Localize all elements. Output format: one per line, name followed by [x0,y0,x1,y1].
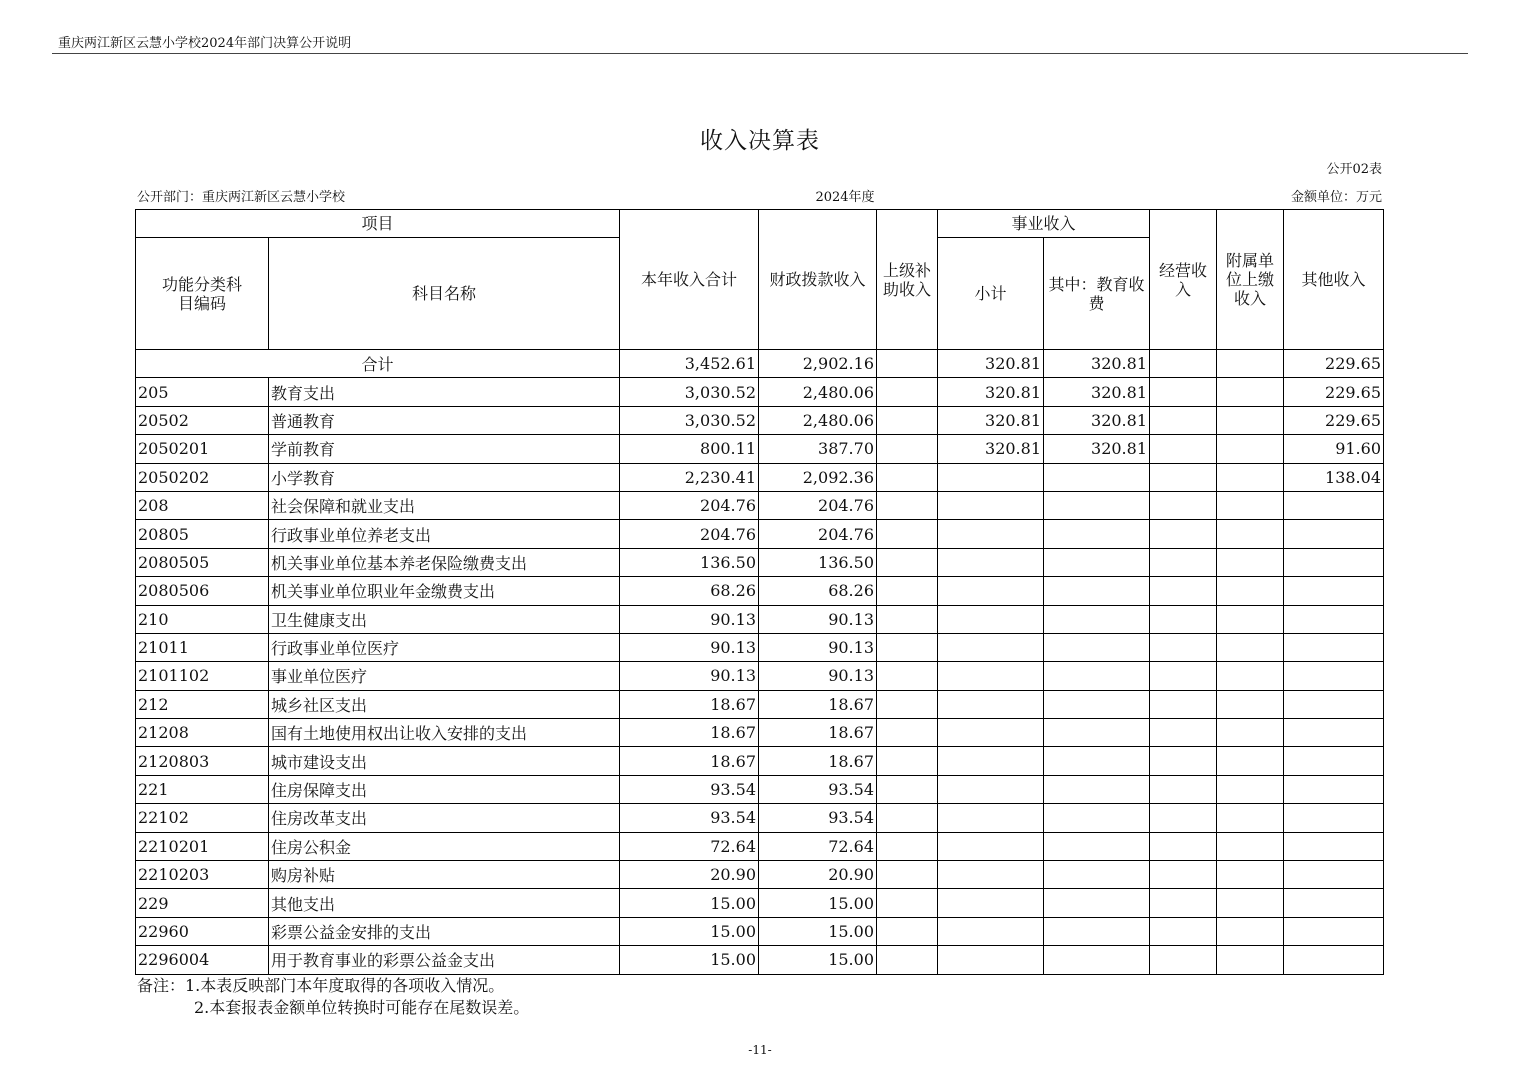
affiliated-cell [1217,463,1284,491]
subtotal-cell [938,491,1044,519]
superior-cell [877,491,938,519]
affiliated-cell [1217,350,1284,378]
edu-fee-cell [1044,946,1150,974]
fiscal-cell: 204.76 [759,491,877,519]
name-cell: 卫生健康支出 [269,605,620,633]
affiliated-cell [1217,633,1284,661]
code-cell: 2101102 [136,662,269,690]
code-cell: 208 [136,491,269,519]
col-fiscal: 财政拨款收入 [759,210,877,350]
subtotal-cell [938,946,1044,974]
table-row [136,633,1384,661]
col-superior: 上级补助收入 [877,210,938,350]
note-line-2: 2.本套报表金额单位转换时可能存在尾数误差。 [194,998,530,1017]
affiliated-cell [1217,435,1284,463]
operating-cell [1150,719,1217,747]
table-row [136,662,1384,690]
other-cell [1284,548,1384,576]
other-cell [1284,861,1384,889]
edu-fee-cell: 320.81 [1044,350,1150,378]
col-subtotal: 小计 [938,238,1044,350]
total-cell: 18.67 [620,747,759,775]
total-row [136,350,1384,378]
running-header: 重庆两江新区云慧小学校2024年部门决算公开说明 [58,36,352,51]
subtotal-cell [938,719,1044,747]
table-row [136,406,1384,434]
operating-cell [1150,946,1217,974]
edu-fee-cell [1044,804,1150,832]
fiscal-cell: 90.13 [759,633,877,661]
code-cell: 22102 [136,804,269,832]
code-cell: 2080506 [136,577,269,605]
table-row [136,378,1384,406]
operating-cell [1150,832,1217,860]
col-name: 科目名称 [269,238,620,350]
subtotal-cell [938,633,1044,661]
edu-fee-cell [1044,775,1150,803]
table-row [136,690,1384,718]
subtotal-cell [938,690,1044,718]
superior-cell [877,861,938,889]
subtotal-cell [938,917,1044,945]
operating-cell [1150,917,1217,945]
table-body [136,350,1384,975]
total-cell: 3,452.61 [620,350,759,378]
income-table [135,209,1384,975]
affiliated-cell [1217,804,1284,832]
fiscal-cell: 387.70 [759,435,877,463]
subtotal-cell [938,861,1044,889]
name-cell: 住房公积金 [269,832,620,860]
subtotal-cell [938,577,1044,605]
total-cell: 2,230.41 [620,463,759,491]
operating-cell [1150,889,1217,917]
total-cell: 90.13 [620,633,759,661]
fiscal-cell: 90.13 [759,662,877,690]
superior-cell [877,520,938,548]
operating-cell [1150,690,1217,718]
code-cell: 205 [136,378,269,406]
superior-cell [877,435,938,463]
name-cell: 城市建设支出 [269,747,620,775]
other-cell [1284,804,1384,832]
affiliated-cell [1217,605,1284,633]
superior-cell [877,605,938,633]
other-cell: 229.65 [1284,406,1384,434]
code-cell: 210 [136,605,269,633]
edu-fee-cell [1044,889,1150,917]
affiliated-cell [1217,662,1284,690]
fiscal-cell: 2,092.36 [759,463,877,491]
superior-cell [877,946,938,974]
edu-fee-cell [1044,491,1150,519]
name-cell: 社会保障和就业支出 [269,491,620,519]
operating-cell [1150,463,1217,491]
table-row [136,889,1384,917]
fiscal-cell: 68.26 [759,577,877,605]
total-cell: 204.76 [620,491,759,519]
operating-cell [1150,775,1217,803]
operating-cell [1150,662,1217,690]
affiliated-cell [1217,378,1284,406]
total-label: 合计 [136,350,620,378]
superior-cell [877,463,938,491]
affiliated-cell [1217,917,1284,945]
code-cell: 2080505 [136,548,269,576]
table-row [136,577,1384,605]
name-cell: 购房补贴 [269,861,620,889]
fiscal-cell: 18.67 [759,747,877,775]
total-cell: 18.67 [620,690,759,718]
superior-cell [877,832,938,860]
code-cell: 2050201 [136,435,269,463]
code-cell: 2210203 [136,861,269,889]
code-cell: 20805 [136,520,269,548]
table-row [136,463,1384,491]
subtotal-cell [938,548,1044,576]
col-other: 其他收入 [1284,210,1384,350]
other-cell [1284,747,1384,775]
edu-fee-cell [1044,548,1150,576]
fiscal-cell: 136.50 [759,548,877,576]
code-cell: 22960 [136,917,269,945]
fiscal-cell: 72.64 [759,832,877,860]
total-cell: 15.00 [620,889,759,917]
other-cell [1284,662,1384,690]
currency-unit: 金额单位：万元 [1290,190,1382,205]
fiscal-cell: 20.90 [759,861,877,889]
fiscal-cell: 18.67 [759,690,877,718]
total-cell: 90.13 [620,662,759,690]
col-affiliated: 附属单位上缴收入 [1217,210,1284,350]
fiscal-cell: 93.54 [759,775,877,803]
form-number: 公开02表 [1326,162,1382,177]
page-number: -11- [748,1043,772,1057]
fiscal-cell: 18.67 [759,719,877,747]
edu-fee-cell [1044,463,1150,491]
name-cell: 用于教育事业的彩票公益金支出 [269,946,620,974]
name-cell: 机关事业单位基本养老保险缴费支出 [269,548,620,576]
table-header [136,210,1384,350]
superior-cell [877,775,938,803]
operating-cell [1150,548,1217,576]
total-cell: 93.54 [620,804,759,832]
superior-cell [877,690,938,718]
operating-cell [1150,491,1217,519]
report-title: 收入决算表 [700,128,820,154]
affiliated-cell [1217,775,1284,803]
fiscal-cell: 2,480.06 [759,378,877,406]
name-cell: 行政事业单位养老支出 [269,520,620,548]
code-cell: 2050202 [136,463,269,491]
table-row [136,775,1384,803]
code-cell: 229 [136,889,269,917]
subtotal-cell [938,804,1044,832]
fiscal-year: 2024年度 [815,190,875,205]
notes [137,975,529,1019]
code-cell: 2296004 [136,946,269,974]
superior-cell [877,889,938,917]
col-total: 本年收入合计 [620,210,759,350]
other-cell [1284,520,1384,548]
affiliated-cell [1217,832,1284,860]
edu-fee-cell [1044,832,1150,860]
subtotal-cell [938,832,1044,860]
table-row [136,917,1384,945]
table-row [136,491,1384,519]
superior-cell [877,406,938,434]
superior-cell [877,633,938,661]
header-divider [52,53,1468,54]
name-cell: 其他支出 [269,889,620,917]
fiscal-cell: 2,480.06 [759,406,877,434]
affiliated-cell [1217,690,1284,718]
operating-cell [1150,804,1217,832]
name-cell: 事业单位医疗 [269,662,620,690]
other-cell [1284,690,1384,718]
col-code: 功能分类科目编码 [136,238,269,350]
edu-fee-cell [1044,917,1150,945]
other-cell: 91.60 [1284,435,1384,463]
other-cell [1284,577,1384,605]
operating-cell [1150,861,1217,889]
name-cell: 国有土地使用权出让收入安排的支出 [269,719,620,747]
name-cell: 彩票公益金安排的支出 [269,917,620,945]
operating-cell [1150,435,1217,463]
edu-fee-cell: 320.81 [1044,378,1150,406]
subtotal-cell [938,463,1044,491]
operating-cell [1150,577,1217,605]
fiscal-cell: 93.54 [759,804,877,832]
affiliated-cell [1217,861,1284,889]
name-cell: 学前教育 [269,435,620,463]
department-label: 公开部门：重庆两江新区云慧小学校 [137,190,346,205]
table-row [136,804,1384,832]
code-cell: 20502 [136,406,269,434]
other-cell [1284,917,1384,945]
total-cell: 93.54 [620,775,759,803]
total-cell: 3,030.52 [620,406,759,434]
operating-cell [1150,350,1217,378]
operating-cell [1150,520,1217,548]
affiliated-cell [1217,548,1284,576]
total-cell: 3,030.52 [620,378,759,406]
edu-fee-cell [1044,690,1150,718]
edu-fee-cell [1044,577,1150,605]
superior-cell [877,350,938,378]
other-cell: 229.65 [1284,350,1384,378]
total-cell: 20.90 [620,861,759,889]
name-cell: 行政事业单位医疗 [269,633,620,661]
other-cell [1284,832,1384,860]
affiliated-cell [1217,406,1284,434]
name-cell: 教育支出 [269,378,620,406]
col-item: 项目 [136,210,620,238]
total-cell: 72.64 [620,832,759,860]
subtotal-cell: 320.81 [938,435,1044,463]
total-cell: 68.26 [620,577,759,605]
edu-fee-cell [1044,662,1150,690]
subtotal-cell: 320.81 [938,350,1044,378]
edu-fee-cell [1044,747,1150,775]
edu-fee-cell [1044,605,1150,633]
fiscal-cell: 2,902.16 [759,350,877,378]
affiliated-cell [1217,520,1284,548]
affiliated-cell [1217,491,1284,519]
table-row [136,719,1384,747]
subtotal-cell [938,889,1044,917]
edu-fee-cell [1044,719,1150,747]
subtotal-cell [938,775,1044,803]
edu-fee-cell [1044,520,1150,548]
superior-cell [877,548,938,576]
superior-cell [877,719,938,747]
table-row [136,520,1384,548]
code-cell: 21208 [136,719,269,747]
subtotal-cell: 320.81 [938,406,1044,434]
subtotal-cell [938,747,1044,775]
other-cell [1284,719,1384,747]
note-line-1: 备注：1.本表反映部门本年度取得的各项收入情况。 [137,976,505,995]
superior-cell [877,804,938,832]
affiliated-cell [1217,889,1284,917]
superior-cell [877,378,938,406]
table-row [136,435,1384,463]
affiliated-cell [1217,747,1284,775]
operating-cell [1150,605,1217,633]
table-row [136,747,1384,775]
name-cell: 普通教育 [269,406,620,434]
col-edu-fee: 其中：教育收费 [1044,238,1150,350]
col-operating: 经营收入 [1150,210,1217,350]
total-cell: 90.13 [620,605,759,633]
other-cell [1284,775,1384,803]
table-row [136,946,1384,974]
affiliated-cell [1217,946,1284,974]
other-cell: 138.04 [1284,463,1384,491]
name-cell: 机关事业单位职业年金缴费支出 [269,577,620,605]
total-cell: 204.76 [620,520,759,548]
operating-cell [1150,747,1217,775]
code-cell: 21011 [136,633,269,661]
fiscal-cell: 204.76 [759,520,877,548]
superior-cell [877,577,938,605]
affiliated-cell [1217,577,1284,605]
subtotal-cell: 320.81 [938,378,1044,406]
edu-fee-cell [1044,861,1150,889]
edu-fee-cell: 320.81 [1044,435,1150,463]
edu-fee-cell: 320.81 [1044,406,1150,434]
total-cell: 136.50 [620,548,759,576]
code-cell: 2210201 [136,832,269,860]
other-cell [1284,946,1384,974]
operating-cell [1150,633,1217,661]
other-cell [1284,491,1384,519]
subtotal-cell [938,605,1044,633]
fiscal-cell: 90.13 [759,605,877,633]
other-cell [1284,633,1384,661]
name-cell: 住房改革支出 [269,804,620,832]
total-cell: 15.00 [620,946,759,974]
code-cell: 212 [136,690,269,718]
superior-cell [877,662,938,690]
total-cell: 15.00 [620,917,759,945]
edu-fee-cell [1044,633,1150,661]
code-cell: 2120803 [136,747,269,775]
operating-cell [1150,378,1217,406]
name-cell: 小学教育 [269,463,620,491]
other-cell [1284,605,1384,633]
fiscal-cell: 15.00 [759,917,877,945]
superior-cell [877,747,938,775]
subtotal-cell [938,662,1044,690]
name-cell: 城乡社区支出 [269,690,620,718]
operating-cell [1150,406,1217,434]
fiscal-cell: 15.00 [759,889,877,917]
total-cell: 800.11 [620,435,759,463]
other-cell: 229.65 [1284,378,1384,406]
table-row [136,548,1384,576]
table-row [136,832,1384,860]
name-cell: 住房保障支出 [269,775,620,803]
col-business: 事业收入 [938,210,1150,238]
table-row [136,861,1384,889]
total-cell: 18.67 [620,719,759,747]
code-cell: 221 [136,775,269,803]
affiliated-cell [1217,719,1284,747]
table-row [136,605,1384,633]
superior-cell [877,917,938,945]
subtotal-cell [938,520,1044,548]
fiscal-cell: 15.00 [759,946,877,974]
other-cell [1284,889,1384,917]
